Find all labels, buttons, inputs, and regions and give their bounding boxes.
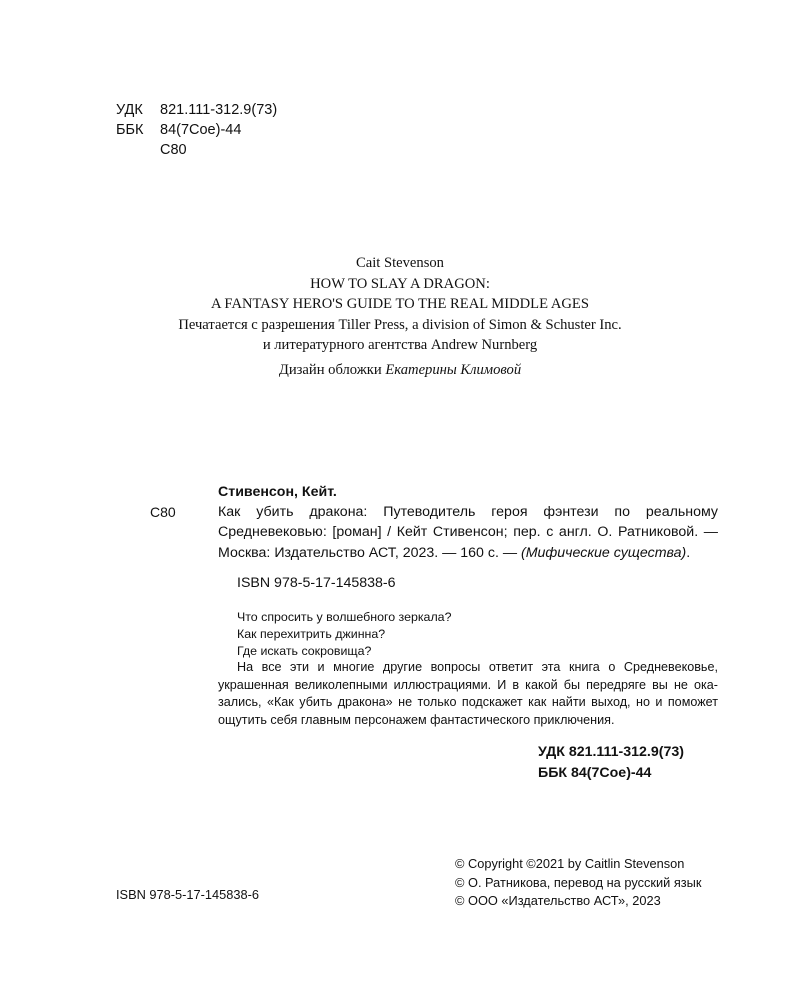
bottom-bbk: ББК 84(7Сое)-44 bbox=[538, 765, 652, 781]
udk-row bbox=[116, 100, 277, 120]
card-isbn: ISBN 978-5-17-145838-6 bbox=[237, 574, 396, 591]
bbk-label: ББК bbox=[116, 122, 144, 138]
question-item: Что спросить у волшебного зеркала? bbox=[237, 610, 452, 624]
card-series: (Мифические существа) bbox=[521, 544, 687, 561]
bottom-udk: УДК 821.111-312.9(73) bbox=[538, 744, 684, 760]
udk-label: УДК bbox=[116, 102, 143, 118]
author-mark-label bbox=[116, 140, 160, 160]
cover-design-credit bbox=[0, 360, 800, 380]
original-author: Cait Stevenson bbox=[356, 255, 444, 271]
bbk-value: 84(7Сое)-44 bbox=[160, 122, 242, 138]
author-mark-value: С80 bbox=[160, 142, 187, 158]
original-title: HOW TO SLAY A DRAGON: bbox=[310, 275, 490, 292]
original-subtitle: A FANTASY HERO'S GUIDE TO THE REAL MIDDLE AGES bbox=[211, 296, 589, 312]
agency-line: и литературного агентства Andrew Nurnberg bbox=[262, 337, 538, 353]
blurb-text: На все эти и многие другие вопросы ответит эта книга о Средневековье, украшенная великолепными иллюстрациями. И в какой бы передряге вы не оказались, «Как убить дракона» не только подскажет как найти выход, но и поможет ощутить себя главным персонажем фантастического приключения. bbox=[218, 660, 718, 727]
classification-codes bbox=[116, 100, 277, 160]
designer-name: Екатерины Климовой bbox=[385, 362, 522, 378]
copyright-line: © О. Ратникова, перевод на русский язык bbox=[455, 874, 702, 890]
copyright-line: © Copyright ©2021 by Caitlin Stevenson bbox=[455, 856, 685, 871]
copyright-block bbox=[455, 855, 701, 911]
card-description bbox=[218, 502, 718, 563]
design-prefix: Дизайн обложки bbox=[278, 362, 386, 378]
copyright-line: © ООО «Издательство АСТ», 2023 bbox=[455, 893, 661, 908]
card-description-end: . bbox=[686, 544, 691, 561]
card-blurb bbox=[218, 659, 718, 729]
author-mark-row bbox=[116, 140, 277, 160]
card-questions bbox=[237, 609, 451, 660]
udk-value: 821.111-312.9(73) bbox=[160, 102, 278, 118]
bbk-row bbox=[116, 120, 277, 140]
catalog-card bbox=[218, 482, 718, 593]
catalog-card-code: С80 bbox=[150, 504, 176, 520]
original-credits bbox=[0, 253, 800, 356]
card-author: Стивенсон, Кейт. bbox=[218, 484, 337, 500]
question-item: Где искать сокровища? bbox=[237, 644, 372, 658]
permission-line: Печатается с разрешения Tiller Press, a division of Simon & Schuster Inc. bbox=[178, 316, 622, 333]
card-description-text: Как убить дракона: Путеводитель героя фэнтези по реальному Средневековью: [роман] / Кейт Стивенсон; пер. с англ. О. Ратниковой. — Москва: Издательство АСТ, 2023. — 160 с. — bbox=[218, 504, 718, 561]
footer-isbn: ISBN 978-5-17-145838-6 bbox=[116, 887, 259, 902]
bottom-classification-codes bbox=[538, 742, 684, 784]
question-item: Как перехитрить джинна? bbox=[237, 627, 386, 641]
